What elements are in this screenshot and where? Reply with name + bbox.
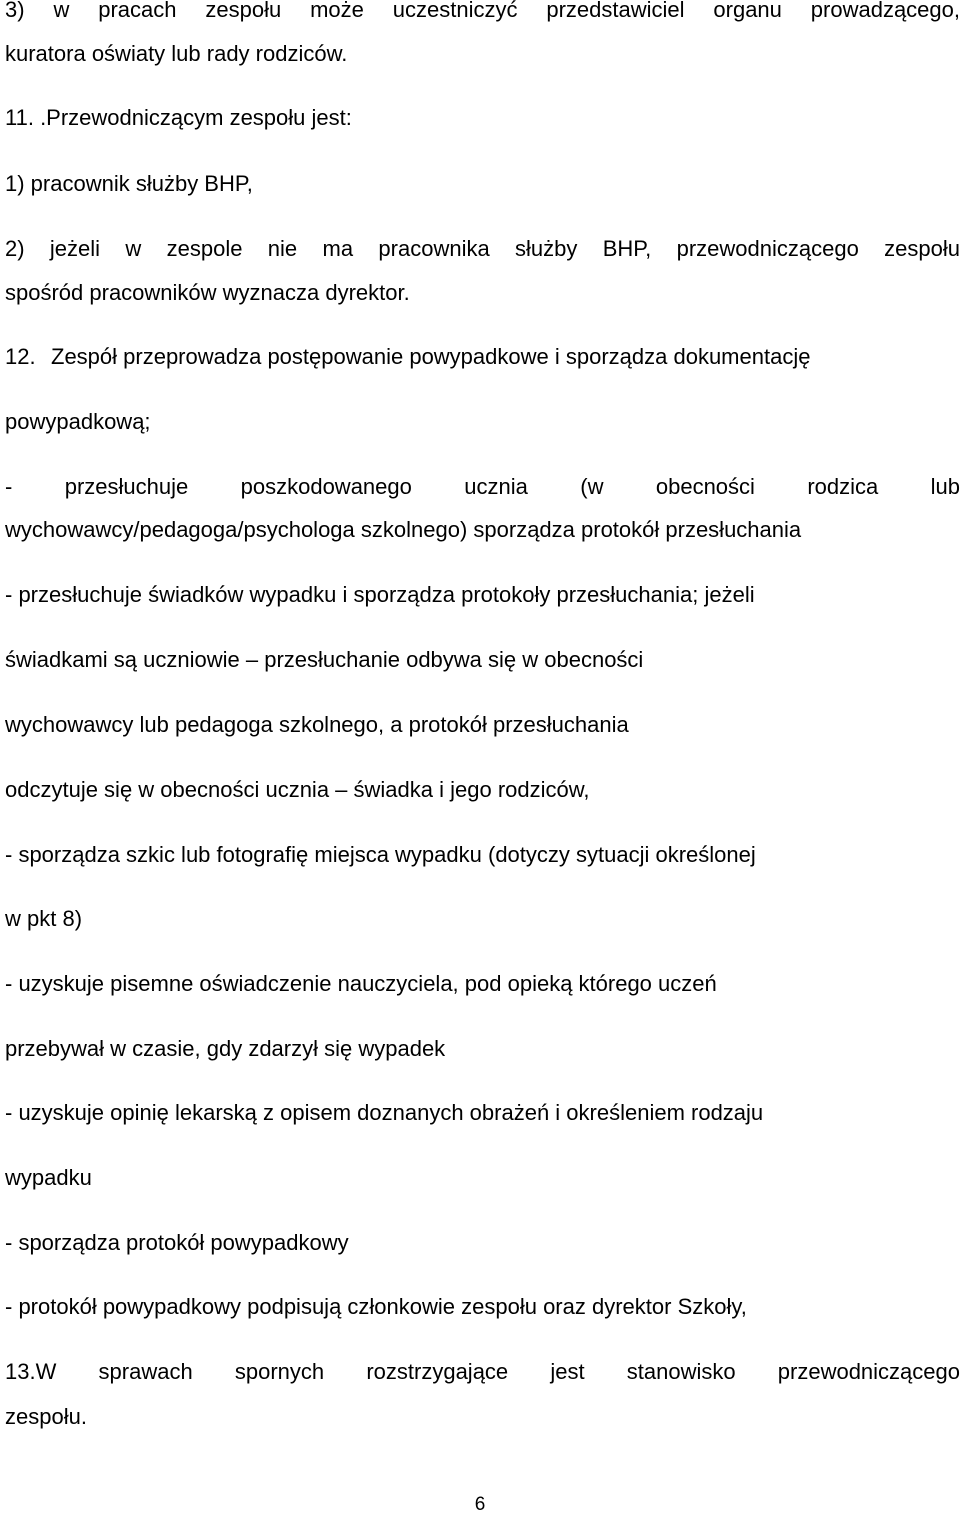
- list-item: - uzyskuje pisemne oświadczenie nauczyciela, pod opieką którego uczeń: [5, 971, 717, 996]
- paragraph-line: przebywał w czasie, gdy zdarzył się wypadek: [5, 1036, 446, 1061]
- paragraph-line: kuratora oświaty lub rady rodziców.: [5, 41, 348, 66]
- paragraph-line: wypadku: [5, 1165, 92, 1190]
- paragraph-line: 3) w pracach zespołu może uczestniczyć przedstawiciel organu prowadzącego,: [5, 0, 960, 22]
- section-heading-11: 11. .Przewodniczącym zespołu jest:: [5, 105, 352, 130]
- list-item: - przesłuchuje poszkodowanego ucznia (w obecności rodzica lub: [5, 474, 960, 499]
- section-number: 12.: [5, 344, 36, 369]
- paragraph-line: wychowawcy lub pedagoga szkolnego, a protokół przesłuchania: [5, 712, 629, 737]
- section-text: Zespół przeprowadza postępowanie powypadkowe i sporządza dokumentację: [51, 344, 811, 369]
- paragraph-line: w pkt 8): [5, 906, 83, 931]
- section-heading-13: [5, 1359, 960, 1385]
- section-heading-12: [5, 344, 810, 370]
- list-item: - przesłuchuje świadków wypadku i sporządza protokoły przesłuchania; jeżeli: [5, 582, 755, 607]
- list-item: 1) pracownik służby BHP,: [5, 171, 253, 196]
- list-item: 2) jeżeli w zespole nie ma pracownika służby BHP, przewodniczącego zespołu: [5, 236, 960, 261]
- section-text: W sprawach spornych rozstrzygające jest stanowisko przewodniczącego: [35, 1359, 960, 1384]
- list-item: - sporządza szkic lub fotografię miejsca wypadku (dotyczy sytuacji określonej: [5, 842, 756, 867]
- paragraph-line: wychowawcy/pedagoga/psychologa szkolnego) sporządza protokół przesłuchania: [5, 517, 802, 542]
- paragraph-line: odczytuje się w obecności ucznia – świadka i jego rodziców,: [5, 777, 590, 802]
- paragraph-line: powypadkową;: [5, 409, 151, 434]
- list-item: - sporządza protokół powypadkowy: [5, 1230, 349, 1255]
- paragraph-line: świadkami są uczniowie – przesłuchanie odbywa się w obecności: [5, 647, 644, 672]
- paragraph-line: spośród pracowników wyznacza dyrektor.: [5, 280, 410, 305]
- section-number: 13.: [5, 1359, 36, 1384]
- page-number: 6: [474, 1494, 486, 1515]
- list-item: - protokół powypadkowy podpisują członkowie zespołu oraz dyrektor Szkoły,: [5, 1294, 747, 1319]
- list-item: - uzyskuje opinię lekarską z opisem doznanych obrażeń i określeniem rodzaju: [5, 1100, 764, 1125]
- paragraph-line: zespołu.: [5, 1404, 87, 1429]
